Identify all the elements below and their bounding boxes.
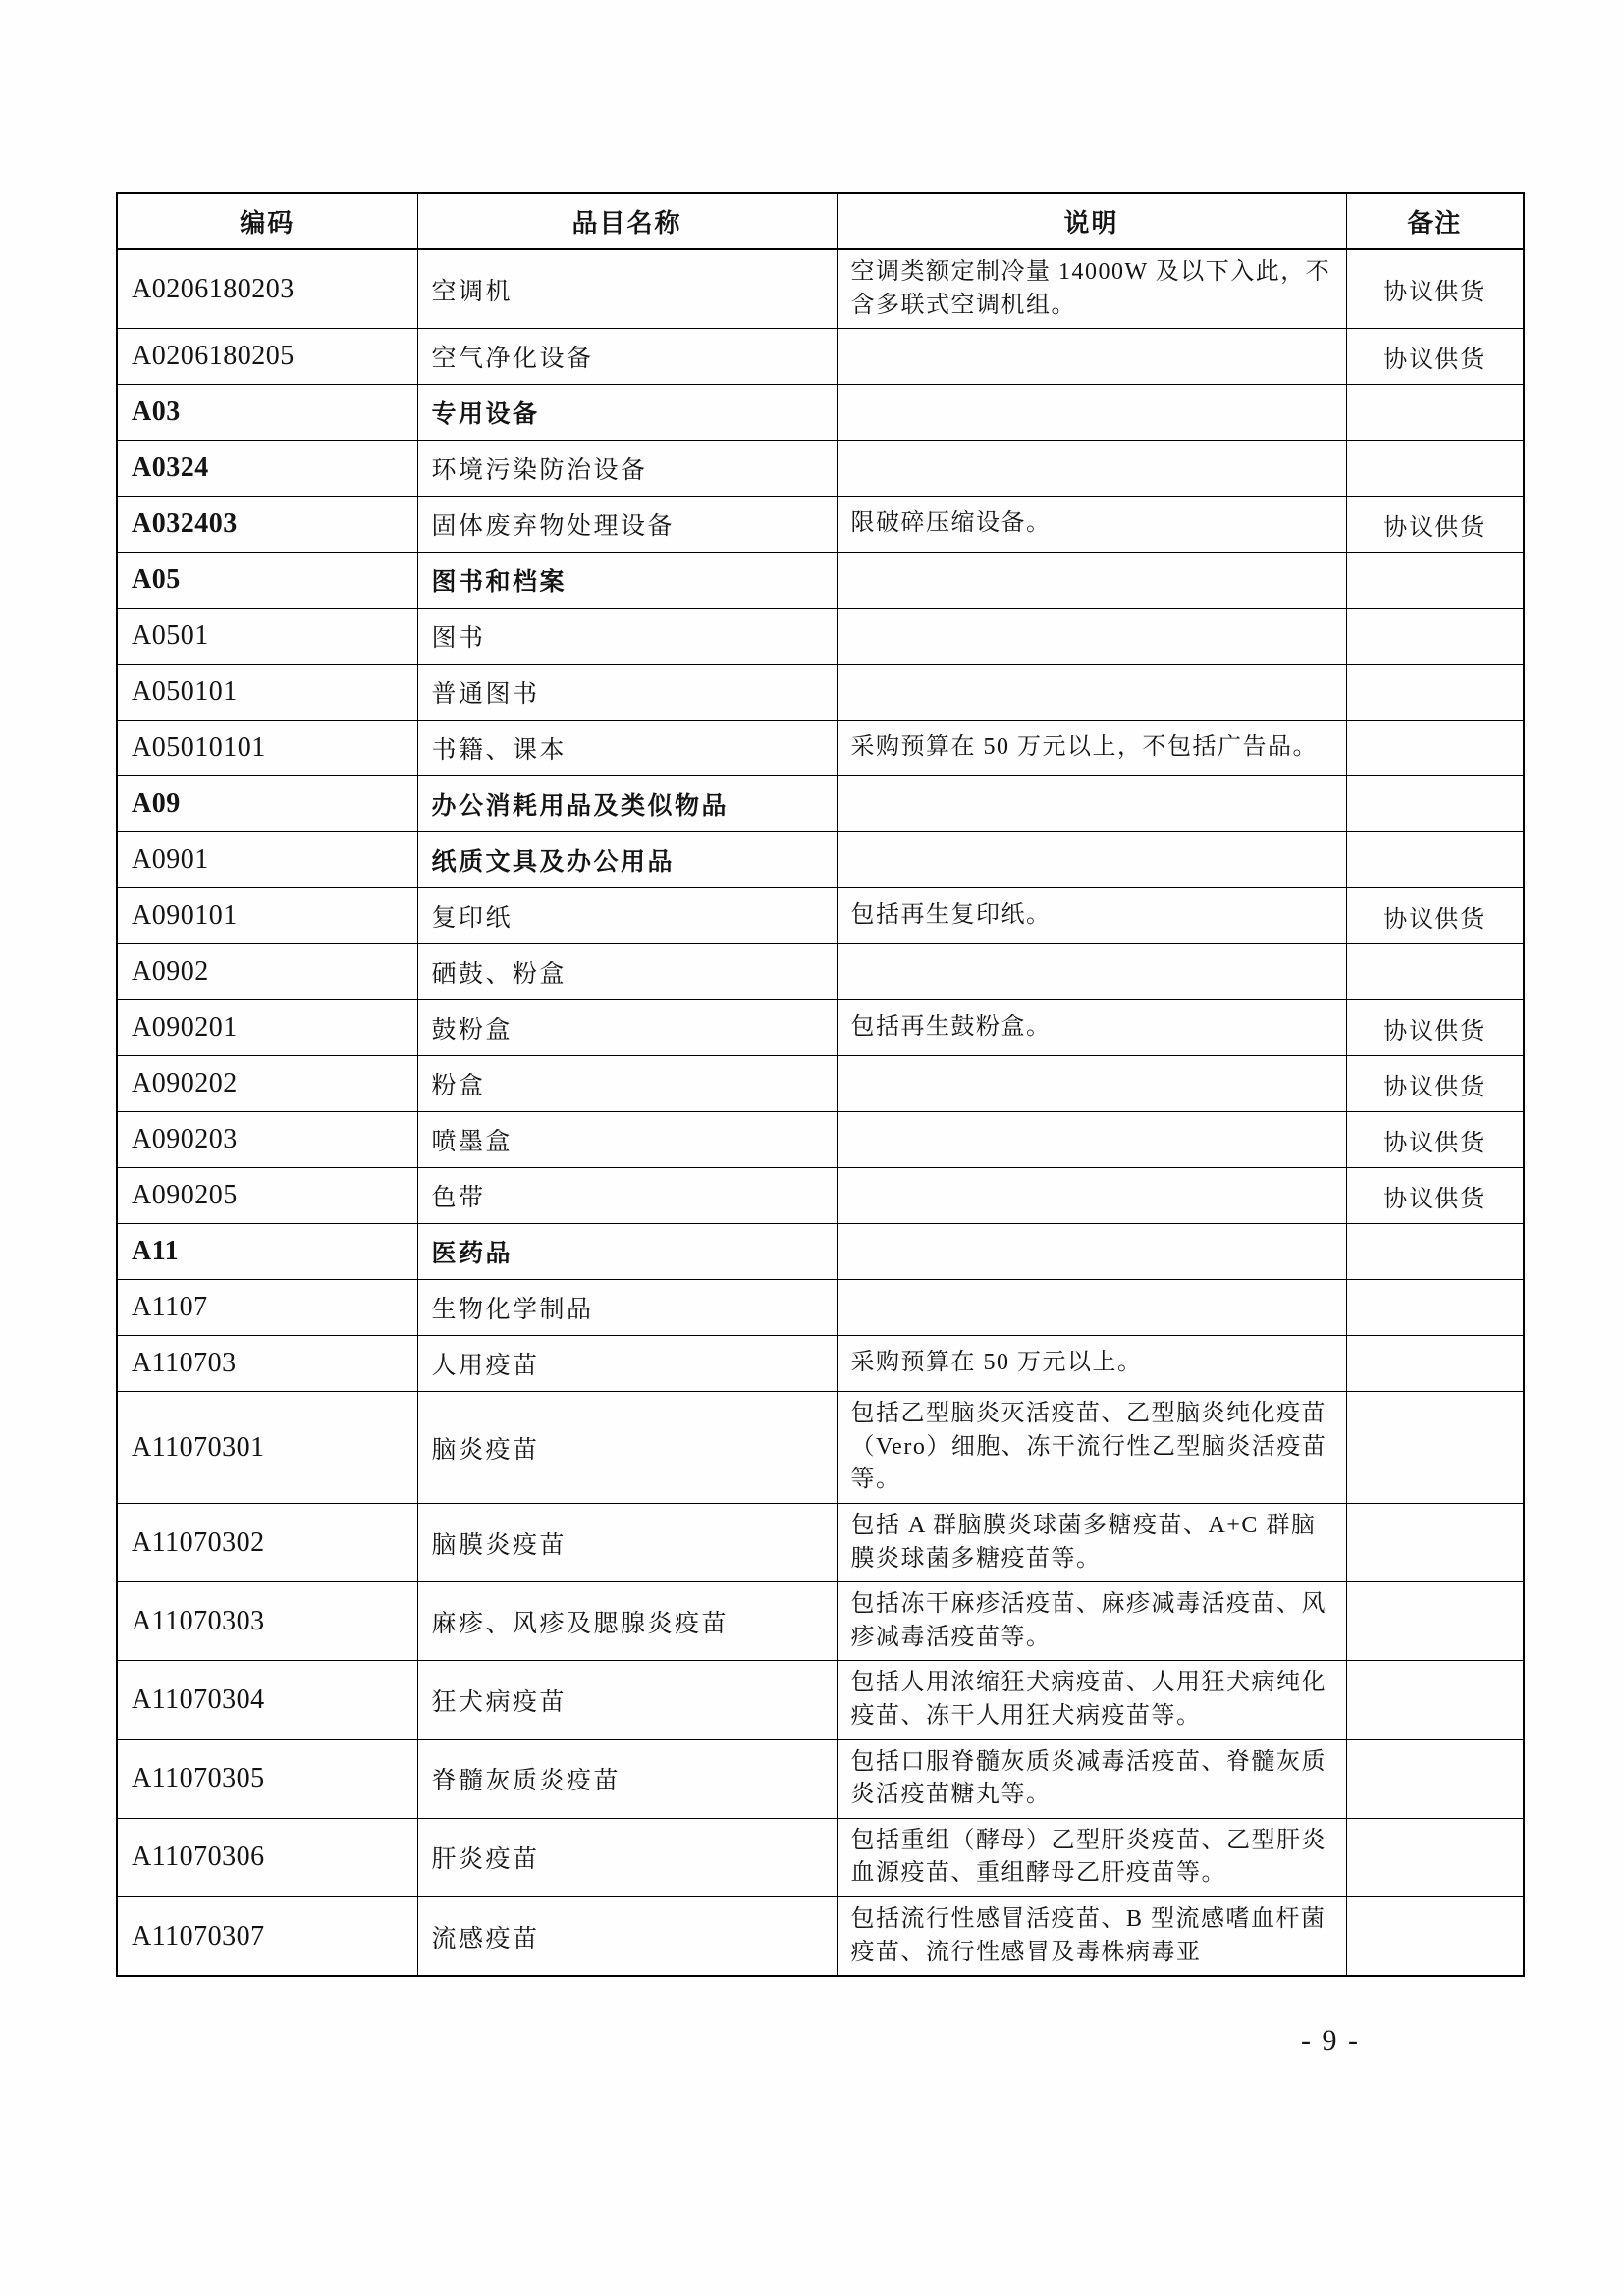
table-row [117,665,1524,721]
cell-note [1346,944,1524,1000]
cell-desc: 包括流行性感冒活疫苗、B 型流感嗜血杆菌疫苗、流行性感冒及毒株病毒亚 [837,1896,1346,1976]
table-row [117,776,1524,832]
cell-note [1346,441,1524,497]
cell-code: A11070301 [117,1392,417,1504]
cell-note: 协议供货 [1346,1000,1524,1056]
cell-name: 喷墨盒 [417,1112,837,1168]
cell-note: 协议供货 [1346,888,1524,944]
cell-note: 协议供货 [1346,1112,1524,1168]
cell-name: 医药品 [417,1224,837,1280]
cell-name: 麻疹、风疹及腮腺炎疫苗 [417,1582,837,1661]
cell-desc [837,609,1346,665]
cell-note [1346,1503,1524,1581]
cell-code: A03 [117,385,417,441]
cell-code: A0206180205 [117,329,417,385]
table-row [117,1000,1524,1056]
cell-desc: 采购预算在 50 万元以上。 [837,1336,1346,1392]
cell-desc [837,1168,1346,1224]
cell-code: A11070306 [117,1818,417,1896]
cell-code: A0206180203 [117,249,417,329]
cell-desc [837,776,1346,832]
cell-desc [837,944,1346,1000]
table-row [117,832,1524,888]
cell-name: 鼓粉盒 [417,1000,837,1056]
cell-name: 色带 [417,1168,837,1224]
cell-desc [837,1112,1346,1168]
cell-code: A11070304 [117,1661,417,1739]
cell-note [1346,1661,1524,1739]
table-row [117,329,1524,385]
cell-name: 图书 [417,609,837,665]
cell-name: 环境污染防治设备 [417,441,837,497]
cell-desc [837,385,1346,441]
cell-note [1346,385,1524,441]
cell-code: A0902 [117,944,417,1000]
cell-name: 人用疫苗 [417,1336,837,1392]
cell-desc: 包括口服脊髓灰质炎减毒活疫苗、脊髓灰质炎活疫苗糖丸等。 [837,1739,1346,1818]
cell-code: A110703 [117,1336,417,1392]
cell-code: A09 [117,776,417,832]
table-row [117,1280,1524,1336]
cell-desc [837,553,1346,609]
table-row [117,1503,1524,1581]
cell-note: 协议供货 [1346,329,1524,385]
cell-name: 空调机 [417,249,837,329]
cell-name: 粉盒 [417,1056,837,1112]
cell-desc: 空调类额定制冷量 14000W 及以下入此，不含多联式空调机组。 [837,249,1346,329]
cell-note: 协议供货 [1346,249,1524,329]
column-header-remark: 备注 [1346,193,1524,249]
cell-desc [837,329,1346,385]
cell-note [1346,1818,1524,1896]
cell-desc: 限破碎压缩设备。 [837,497,1346,553]
cell-desc: 包括冻干麻疹活疫苗、麻疹减毒活疫苗、风疹减毒活疫苗等。 [837,1582,1346,1661]
cell-code: A1107 [117,1280,417,1336]
cell-note [1346,1336,1524,1392]
cell-desc: 包括重组（酵母）乙型肝炎疫苗、乙型肝炎血源疫苗、重组酵母乙肝疫苗等。 [837,1818,1346,1896]
cell-code: A090203 [117,1112,417,1168]
table-header-row [117,193,1524,249]
cell-code: A050101 [117,665,417,721]
cell-desc [837,1056,1346,1112]
cell-code: A0501 [117,609,417,665]
cell-note [1346,1582,1524,1661]
column-header-code: 编码 [117,193,417,249]
cell-name: 硒鼓、粉盒 [417,944,837,1000]
cell-note [1346,553,1524,609]
cell-desc: 包括再生复印纸。 [837,888,1346,944]
cell-note: 协议供货 [1346,497,1524,553]
cell-name: 普通图书 [417,665,837,721]
table-row [117,888,1524,944]
cell-code: A0324 [117,441,417,497]
table-row [117,944,1524,1000]
cell-note [1346,609,1524,665]
cell-name: 脑炎疫苗 [417,1392,837,1504]
table-row [117,1582,1524,1661]
cell-code: A090101 [117,888,417,944]
table-row [117,721,1524,776]
cell-name: 专用设备 [417,385,837,441]
cell-code: A090205 [117,1168,417,1224]
cell-name: 流感疫苗 [417,1896,837,1976]
cell-code: A11 [117,1224,417,1280]
table-row [117,1392,1524,1504]
cell-name: 脑膜炎疫苗 [417,1503,837,1581]
table-row [117,1168,1524,1224]
table-row [117,1818,1524,1896]
cell-code: A05 [117,553,417,609]
table-row [117,385,1524,441]
cell-note [1346,776,1524,832]
cell-note [1346,1896,1524,1976]
cell-note [1346,1739,1524,1818]
cell-name: 书籍、课本 [417,721,837,776]
cell-note [1346,665,1524,721]
cell-note [1346,1280,1524,1336]
procurement-catalog-table [116,192,1525,1977]
cell-note [1346,832,1524,888]
cell-name: 复印纸 [417,888,837,944]
cell-desc: 包括人用浓缩狂犬病疫苗、人用狂犬病纯化疫苗、冻干人用狂犬病疫苗等。 [837,1661,1346,1739]
cell-code: A090201 [117,1000,417,1056]
cell-desc: 采购预算在 50 万元以上，不包括广告品。 [837,721,1346,776]
cell-name: 狂犬病疫苗 [417,1661,837,1739]
table-row [117,609,1524,665]
table-row [117,249,1524,329]
cell-name: 生物化学制品 [417,1280,837,1336]
cell-note: 协议供货 [1346,1056,1524,1112]
cell-note [1346,721,1524,776]
cell-desc [837,832,1346,888]
table-row [117,441,1524,497]
cell-code: A0901 [117,832,417,888]
table-row [117,1056,1524,1112]
cell-name: 固体废弃物处理设备 [417,497,837,553]
cell-name: 图书和档案 [417,553,837,609]
table-row [117,1336,1524,1392]
table-row [117,1739,1524,1818]
cell-name: 纸质文具及办公用品 [417,832,837,888]
cell-desc: 包括乙型脑炎灭活疫苗、乙型脑炎纯化疫苗（Vero）细胞、冻干流行性乙型脑炎活疫苗等。 [837,1392,1346,1504]
cell-name: 空气净化设备 [417,329,837,385]
cell-code: A032403 [117,497,417,553]
cell-desc [837,1224,1346,1280]
cell-note: 协议供货 [1346,1168,1524,1224]
cell-code: A090202 [117,1056,417,1112]
table-row [117,1661,1524,1739]
cell-name: 脊髓灰质炎疫苗 [417,1739,837,1818]
cell-desc: 包括再生鼓粉盒。 [837,1000,1346,1056]
table-row [117,553,1524,609]
cell-code: A11070303 [117,1582,417,1661]
cell-desc [837,441,1346,497]
cell-note [1346,1224,1524,1280]
cell-name: 肝炎疫苗 [417,1818,837,1896]
cell-code: A05010101 [117,721,417,776]
column-header-description: 说明 [837,193,1346,249]
table-row [117,1224,1524,1280]
cell-note [1346,1392,1524,1504]
table-row [117,497,1524,553]
column-header-item-name: 品目名称 [417,193,837,249]
cell-desc [837,665,1346,721]
cell-code: A11070305 [117,1739,417,1818]
table-row [117,1112,1524,1168]
cell-name: 办公消耗用品及类似物品 [417,776,837,832]
cell-code: A11070302 [117,1503,417,1581]
cell-desc [837,1280,1346,1336]
page-number: - 9 - [1301,2024,1360,2056]
table-row [117,1896,1524,1976]
cell-code: A11070307 [117,1896,417,1976]
cell-desc: 包括 A 群脑膜炎球菌多糖疫苗、A+C 群脑膜炎球菌多糖疫苗等。 [837,1503,1346,1581]
